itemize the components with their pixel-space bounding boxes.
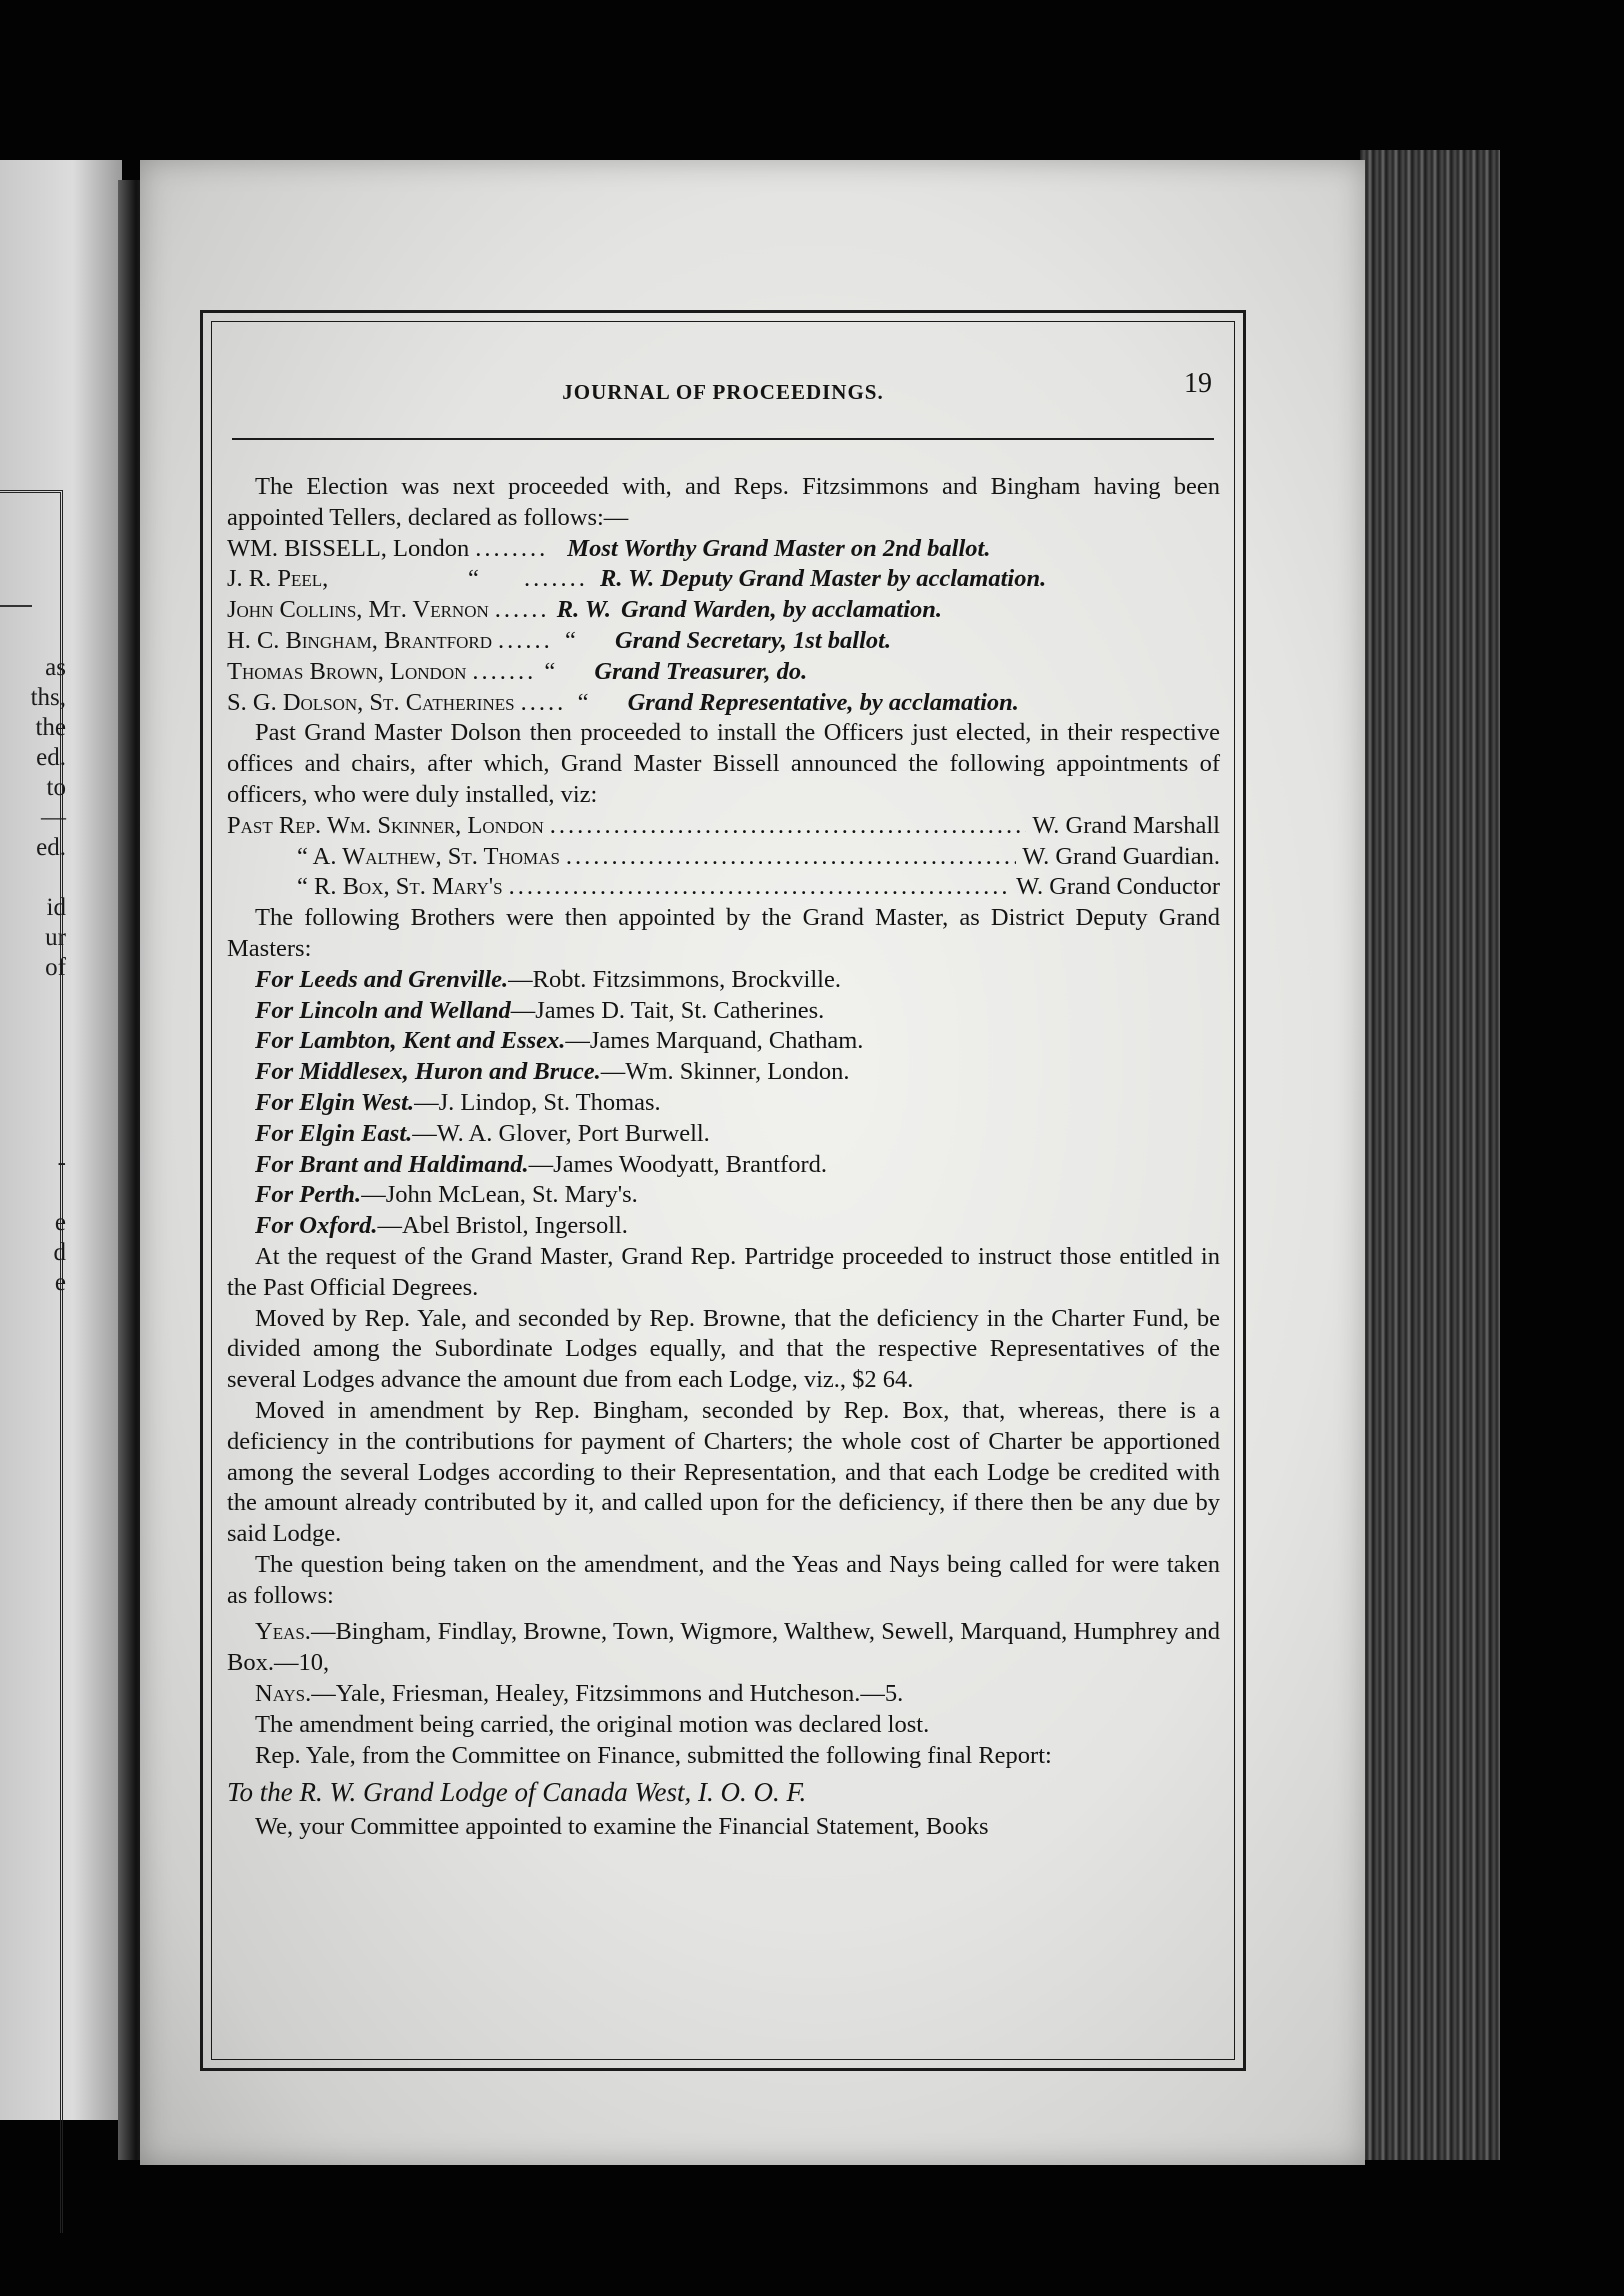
left-page-fragment: - (57, 1149, 66, 1176)
elected-name: Thomas Brown, London (227, 657, 467, 685)
paragraph-committee-report: We, your Committee appointed to examine the Financial Statement, Books (255, 1813, 989, 1841)
appointee-name: “ R. Box, St. Mary's (297, 873, 503, 901)
appointee-name: “ A. Walthew, St. Thomas (297, 842, 560, 870)
yeas-record (227, 1617, 1220, 1679)
appointee-name: Past Rep. Wm. Skinner, London (227, 811, 544, 839)
left-page-fragment: — (41, 804, 66, 831)
paragraph-district-deputies: The following Brothers were then appointed by the Grand Master, as District Deputy Grand Masters: (227, 904, 1220, 962)
district-row (227, 965, 1220, 996)
leader-dots (521, 688, 566, 719)
book-page (140, 160, 1365, 2165)
left-page-fragment: e (54, 1209, 66, 1236)
elected-name: S. G. Dolson, St. Catherines (227, 688, 515, 716)
appointment-row (227, 842, 1220, 873)
left-neighbouring-page (0, 160, 122, 2120)
left-page-fragment: ed. (36, 834, 66, 861)
appointed-office: W. Grand Conductor (1016, 873, 1220, 901)
header-rule (232, 438, 1214, 440)
paragraph-motion-yale: Moved by Rep. Yale, and seconded by Rep. Browne, that the deficiency in the Charter Fund, be divided among the Subordinate Lodges equally, and that the respective Representatives of the several Lodges advance the amount due from each Lodge, viz., $2 64. (227, 1304, 1220, 1394)
page-number: 19 (1184, 368, 1212, 399)
page-text (227, 472, 1220, 1843)
left-page-fragment: ed. (36, 744, 66, 771)
elected-name: WM. BISSELL, London (227, 534, 470, 562)
election-row (227, 657, 1220, 688)
ditto-mark: “ (544, 657, 556, 685)
appointed-office: W. Grand Marshall (1032, 811, 1220, 839)
running-head: JOURNAL OF PROCEEDINGS. (562, 380, 884, 404)
leader-dots (472, 657, 532, 688)
elected-office: Grand Warden, by acclamation. (621, 596, 943, 624)
district-row (227, 996, 1220, 1027)
left-page-rule (0, 605, 32, 607)
district-row (227, 1150, 1220, 1181)
ditto-mark: “ (468, 565, 479, 593)
election-results (227, 534, 1220, 719)
elected-rank: R. W. (556, 596, 611, 624)
left-page-fragment: ths, (30, 684, 66, 711)
leader-dots (566, 842, 1016, 873)
ditto-mark: “ (564, 626, 576, 654)
district-name: For Elgin East. (255, 1119, 413, 1147)
election-row (227, 626, 1220, 657)
ditto-mark: “ (577, 688, 589, 716)
district-row (227, 1057, 1220, 1088)
district-deputy: —Abel Bristol, Ingersoll. (377, 1212, 628, 1240)
page-border (200, 310, 1246, 2071)
left-page-fragment: d (53, 1239, 66, 1266)
appointments-list (227, 811, 1220, 903)
district-name: For Brant and Haldimand. (255, 1150, 529, 1178)
district-row (227, 1180, 1220, 1211)
district-deputy: —James D. Tait, St. Catherines. (510, 996, 825, 1024)
district-name: For Lambton, Kent and Essex. (255, 1027, 566, 1055)
leader-dots (475, 534, 545, 565)
district-deputy: —James Woodyatt, Brantford. (528, 1150, 828, 1178)
district-row (227, 1026, 1220, 1057)
leader-dots (498, 626, 553, 657)
district-deputies-list (227, 965, 1220, 1242)
leader-dots (524, 564, 584, 595)
district-row (227, 1088, 1220, 1119)
appointment-row (227, 811, 1220, 842)
election-row (227, 688, 1220, 719)
district-deputy: —Robt. Fitzsimmons, Brockville. (508, 965, 841, 993)
nays-label: Nays. (255, 1680, 312, 1708)
election-row (227, 534, 1220, 565)
district-name: For Elgin West. (255, 1088, 415, 1116)
nays-names: —Yale, Friesman, Healey, Fitzsimmons and Hutcheson.—5. (311, 1680, 904, 1708)
appointment-row (227, 872, 1220, 903)
leader-dots (509, 872, 1010, 903)
district-deputy: —James Marquand, Chatham. (565, 1027, 864, 1055)
paragraph-vote-called: The question being taken on the amendment, and the Yeas and Nays being called for were taken as follows: (227, 1550, 1220, 1609)
paragraph-election: The Election was next proceeded with, and Reps. Fitzsimmons and Bingham having been appointed Tellers, declared as follows:— (227, 473, 1220, 531)
left-page-fragment: of (45, 954, 66, 981)
district-name: For Leeds and Grenville. (255, 965, 509, 993)
appointed-office: W. Grand Guardian. (1022, 842, 1220, 870)
page-edges (1360, 150, 1500, 2160)
nays-record (227, 1679, 1220, 1710)
paragraph-installation: Past Grand Master Dolson then proceeded to install the Officers just elected, in their respective offices and chairs, after which, Grand Master Bissell announced the following appointments of officers, who were duly installed, viz: (227, 719, 1220, 808)
elected-name: John Collins, Mt. Vernon (227, 596, 489, 624)
district-name: For Perth. (255, 1181, 362, 1209)
left-page-fragment: e (54, 1269, 66, 1296)
district-deputy: —John McLean, St. Mary's. (361, 1181, 638, 1209)
district-row (227, 1119, 1220, 1150)
district-deputy: —Wm. Skinner, London. (600, 1058, 850, 1086)
election-row (227, 595, 1220, 626)
left-page-fragment: to (46, 774, 66, 801)
elected-office: Grand Secretary, 1st ballot. (614, 626, 892, 654)
elected-office: Grand Treasurer, do. (594, 657, 808, 685)
elected-office: Most Worthy Grand Master on 2nd ballot. (567, 534, 991, 562)
left-page-fragment: id (46, 894, 66, 921)
paragraph-amendment-carried: The amendment being carried, the original motion was declared lost. (255, 1710, 930, 1738)
district-row (227, 1211, 1220, 1242)
district-deputy: —J. Lindop, St. Thomas. (414, 1088, 661, 1116)
paragraph-amendment-bingham: Moved in amendment by Rep. Bingham, seconded by Rep. Box, that, whereas, there is a deficiency in the contributions for payment of Charters; the whole cost of Charter be apportioned among the several Lodges according to their Representation, and that each Lodge be credited with the amount already contributed by it, and called upon for the deficiency, if there then be any due by said Lodge. (227, 1396, 1220, 1548)
paragraph-finance-report: Rep. Yale, from the Committee on Finance, submitted the following final Report: (255, 1741, 1052, 1769)
left-page-fragment: ur (45, 924, 66, 951)
elected-office: R. W. Deputy Grand Master by acclamation. (600, 565, 1047, 593)
leader-dots (495, 595, 545, 626)
district-deputy: —W. A. Glover, Port Burwell. (412, 1119, 710, 1147)
district-name: For Lincoln and Welland (255, 996, 511, 1024)
leader-dots (550, 811, 1027, 842)
district-name: For Middlesex, Huron and Bruce. (255, 1058, 601, 1086)
elected-name: J. R. Peel, (227, 565, 329, 593)
report-heading: To the R. W. Grand Lodge of Canada West, I. O. O. F. (227, 1777, 807, 1808)
elected-name: H. C. Bingham, Brantford (227, 626, 492, 654)
election-row (227, 564, 1220, 595)
left-page-fragment: the (35, 714, 66, 741)
elected-office: Grand Representative, by acclamation. (627, 688, 1019, 716)
district-name: For Oxford. (255, 1212, 378, 1240)
page-border-inner (211, 321, 1235, 2060)
yeas-label: Yeas. (255, 1618, 311, 1646)
paragraph-past-official-degrees: At the request of the Grand Master, Grand Rep. Partridge proceeded to instruct those entitled in the Past Official Degrees. (227, 1242, 1220, 1301)
left-page-fragment: as (45, 654, 66, 681)
yeas-names: —Bingham, Findlay, Browne, Town, Wigmore, Walthew, Sewell, Marquand, Humphrey and Box.—10, (227, 1618, 1220, 1677)
